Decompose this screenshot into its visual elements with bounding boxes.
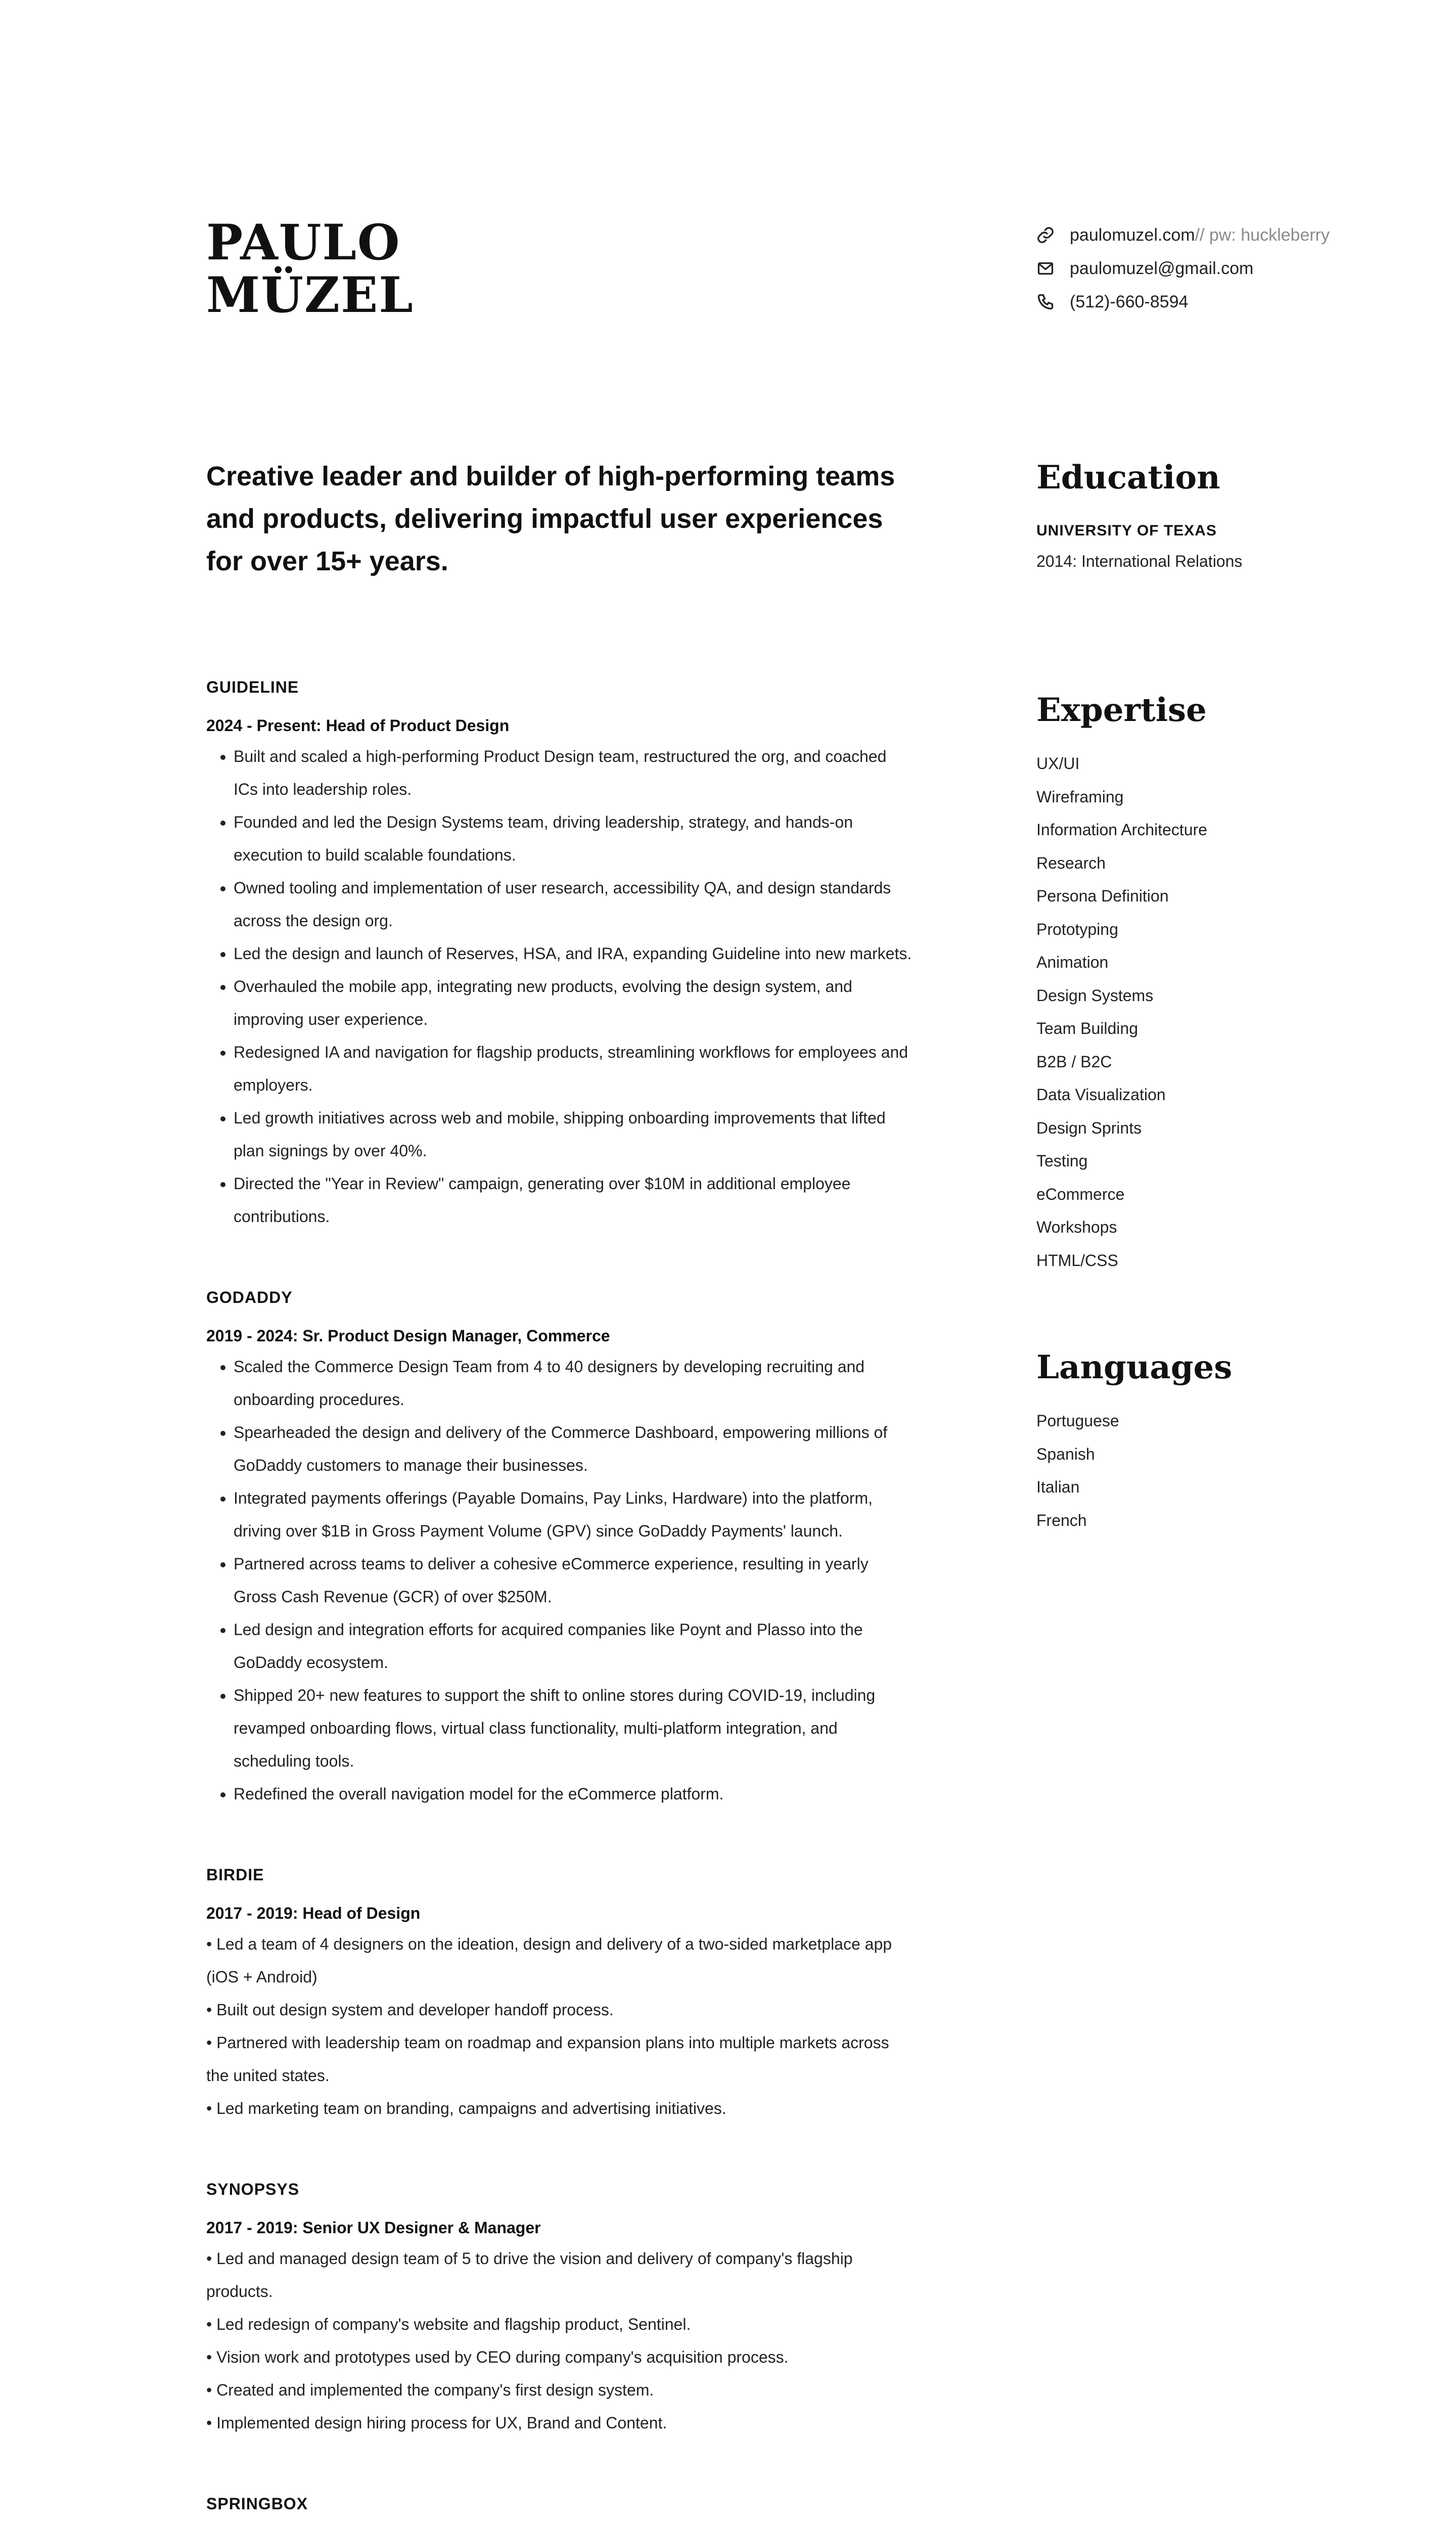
list-item: Workshops xyxy=(1036,1218,1117,1236)
company-name: SYNOPSYS xyxy=(206,2180,300,2198)
company-name: SPRINGBOX xyxy=(206,2495,308,2513)
list-item: Prototyping xyxy=(1036,920,1118,938)
experience-column xyxy=(206,672,914,2528)
expertise-list xyxy=(1036,747,1390,1277)
education-school: UNIVERSITY OF TEXAS xyxy=(1036,522,1217,539)
website-password: // pw: huckleberry xyxy=(1195,225,1330,245)
expertise-heading: Expertise xyxy=(1036,691,1207,729)
list-item: • Scaled the Commerce Design Team from 4 to 40 designers by developing recruiting and onboarding procedures. xyxy=(234,1350,914,1416)
job-birdie xyxy=(206,1860,914,2125)
education-section xyxy=(1036,455,1390,688)
list-item: • Vision work and prototypes used by CEO during company's acquisition process. xyxy=(206,2348,789,2366)
languages-heading: Languages xyxy=(1036,1348,1233,1386)
job-bullets xyxy=(206,1350,914,1811)
company-name: BIRDIE xyxy=(206,1866,264,1884)
list-item: Portuguese xyxy=(1036,1412,1119,1430)
list-item: • Redefined the overall navigation model for the eCommerce platform. xyxy=(234,1778,914,1811)
list-item: B2B / B2C xyxy=(1036,1052,1112,1071)
job-role: 2017 - 2019: Head of Design xyxy=(206,1904,421,1922)
list-item: • Led and managed design team of 5 to drive the vision and delivery of company's flagship products. xyxy=(206,2249,853,2300)
list-item: Spanish xyxy=(1036,1444,1095,1463)
languages-list xyxy=(1036,1405,1390,1537)
list-item: UX/UI xyxy=(1036,754,1080,773)
list-item: • Led growth initiatives across web and mobile, shipping onboarding improvements that lifted plan signings by over 40%. xyxy=(234,1102,914,1167)
list-item: • Implemented design hiring process for UX, Brand and Content. xyxy=(206,2414,667,2432)
company-name: GODADDY xyxy=(206,1288,293,1306)
list-item: • Founded and led the Design Systems team, driving leadership, strategy, and hands-on execution to build scalable foundations. xyxy=(234,806,914,872)
education-detail: 2014: International Relations xyxy=(1036,552,1243,570)
contact-email[interactable] xyxy=(1036,252,1330,285)
list-item: • Led design and integration efforts for acquired companies like Poynt and Plasso into the GoDaddy ecosystem. xyxy=(234,1613,914,1679)
list-item: Animation xyxy=(1036,953,1109,971)
phone-number[interactable]: (512)-660-8594 xyxy=(1070,292,1189,311)
list-item: Persona Definition xyxy=(1036,887,1169,905)
list-item: HTML/CSS xyxy=(1036,1251,1118,1270)
job-springbox xyxy=(206,2489,914,2528)
list-item: • Partnered with leadership team on roadmap and expansion plans into multiple markets across the united states. xyxy=(206,2034,889,2085)
list-item: Design Systems xyxy=(1036,986,1154,1005)
list-item: French xyxy=(1036,1511,1087,1529)
company-name: GUIDELINE xyxy=(206,678,299,696)
intro-statement: Creative leader and builder of high-performing teams and products, delivering impactful user experiences for over 15+ years. xyxy=(206,461,895,576)
name-first: PAULO xyxy=(206,214,401,271)
list-item: • Integrated payments offerings (Payable Domains, Pay Links, Hardware) into the platform, driving over $1B in Gross Payment Volume (GPV) since GoDaddy Payments' launch. xyxy=(234,1482,914,1548)
contact-phone[interactable] xyxy=(1036,285,1330,319)
list-item: • Redesigned IA and navigation for flagship products, streamlining workflows for employees and employers. xyxy=(234,1036,914,1102)
list-item: • Built and scaled a high-performing Product Design team, restructured the org, and coached ICs into leadership roles. xyxy=(234,740,914,806)
expertise-section xyxy=(1036,688,1390,1345)
phone-icon xyxy=(1036,293,1055,311)
contact-website[interactable] xyxy=(1036,218,1330,252)
contact-block xyxy=(1036,218,1330,319)
list-item: Testing xyxy=(1036,1152,1088,1170)
name-logo xyxy=(206,216,414,322)
list-item: • Spearheaded the design and delivery of the Commerce Dashboard, empowering millions of GoDaddy customers to manage their businesses. xyxy=(234,1416,914,1482)
list-item: Italian xyxy=(1036,1478,1080,1496)
job-godaddy xyxy=(206,1283,914,1811)
email-link[interactable]: paulomuzel@gmail.com xyxy=(1070,258,1254,278)
list-item: Design Sprints xyxy=(1036,1118,1142,1137)
job-synopsys xyxy=(206,2175,914,2440)
education-heading: Education xyxy=(1036,459,1220,496)
job-role: 2024 - Present: Head of Product Design xyxy=(206,716,510,735)
link-icon xyxy=(1036,226,1055,244)
list-item: • Led a team of 4 designers on the ideation, design and delivery of a two-sided marketplace app (iOS + Android) xyxy=(206,1935,892,1986)
list-item: • Partnered across teams to deliver a cohesive eCommerce experience, resulting in yearly Gross Cash Revenue (GCR) of over $250M. xyxy=(234,1548,914,1613)
list-item: Information Architecture xyxy=(1036,821,1207,839)
sidebar-column xyxy=(1036,455,1390,1537)
list-item: • Built out design system and developer handoff process. xyxy=(206,2001,614,2019)
list-item: Research xyxy=(1036,853,1106,872)
list-item: • Directed the "Year in Review" campaign, generating over $10M in additional employee contributions. xyxy=(234,1167,914,1233)
list-item: • Overhauled the mobile app, integrating new products, evolving the design system, and improving user experience. xyxy=(234,970,914,1036)
list-item: • Shipped 20+ new features to support the shift to online stores during COVID-19, including revamped onboarding flows, virtual class functionality, multi-platform integration, and scheduling tools. xyxy=(234,1679,914,1778)
list-item: • Created and implemented the company's first design system. xyxy=(206,2381,654,2399)
job-role: 2017 - 2019: Senior UX Designer & Manager xyxy=(206,2219,541,2237)
website-link[interactable]: paulomuzel.com xyxy=(1070,225,1195,245)
mail-icon xyxy=(1036,259,1055,278)
languages-section xyxy=(1036,1345,1390,1537)
list-item: Team Building xyxy=(1036,1019,1138,1037)
job-role: 2019 - 2024: Sr. Product Design Manager, Commerce xyxy=(206,1327,610,1345)
list-item: • Led marketing team on branding, campaigns and advertising initiatives. xyxy=(206,2099,726,2117)
list-item: Wireframing xyxy=(1036,787,1124,806)
job-guideline xyxy=(206,672,914,1233)
list-item: Data Visualization xyxy=(1036,1086,1166,1104)
list-item: • Led the design and launch of Reserves, HSA, and IRA, expanding Guideline into new markets. xyxy=(234,937,914,970)
name-last: MÜZEL xyxy=(206,266,414,324)
list-item: eCommerce xyxy=(1036,1185,1125,1203)
list-item: • Led redesign of company's website and flagship product, Sentinel. xyxy=(206,2315,691,2333)
job-bullets xyxy=(206,740,914,1233)
list-item: • Owned tooling and implementation of user research, accessibility QA, and design standards across the design org. xyxy=(234,872,914,937)
